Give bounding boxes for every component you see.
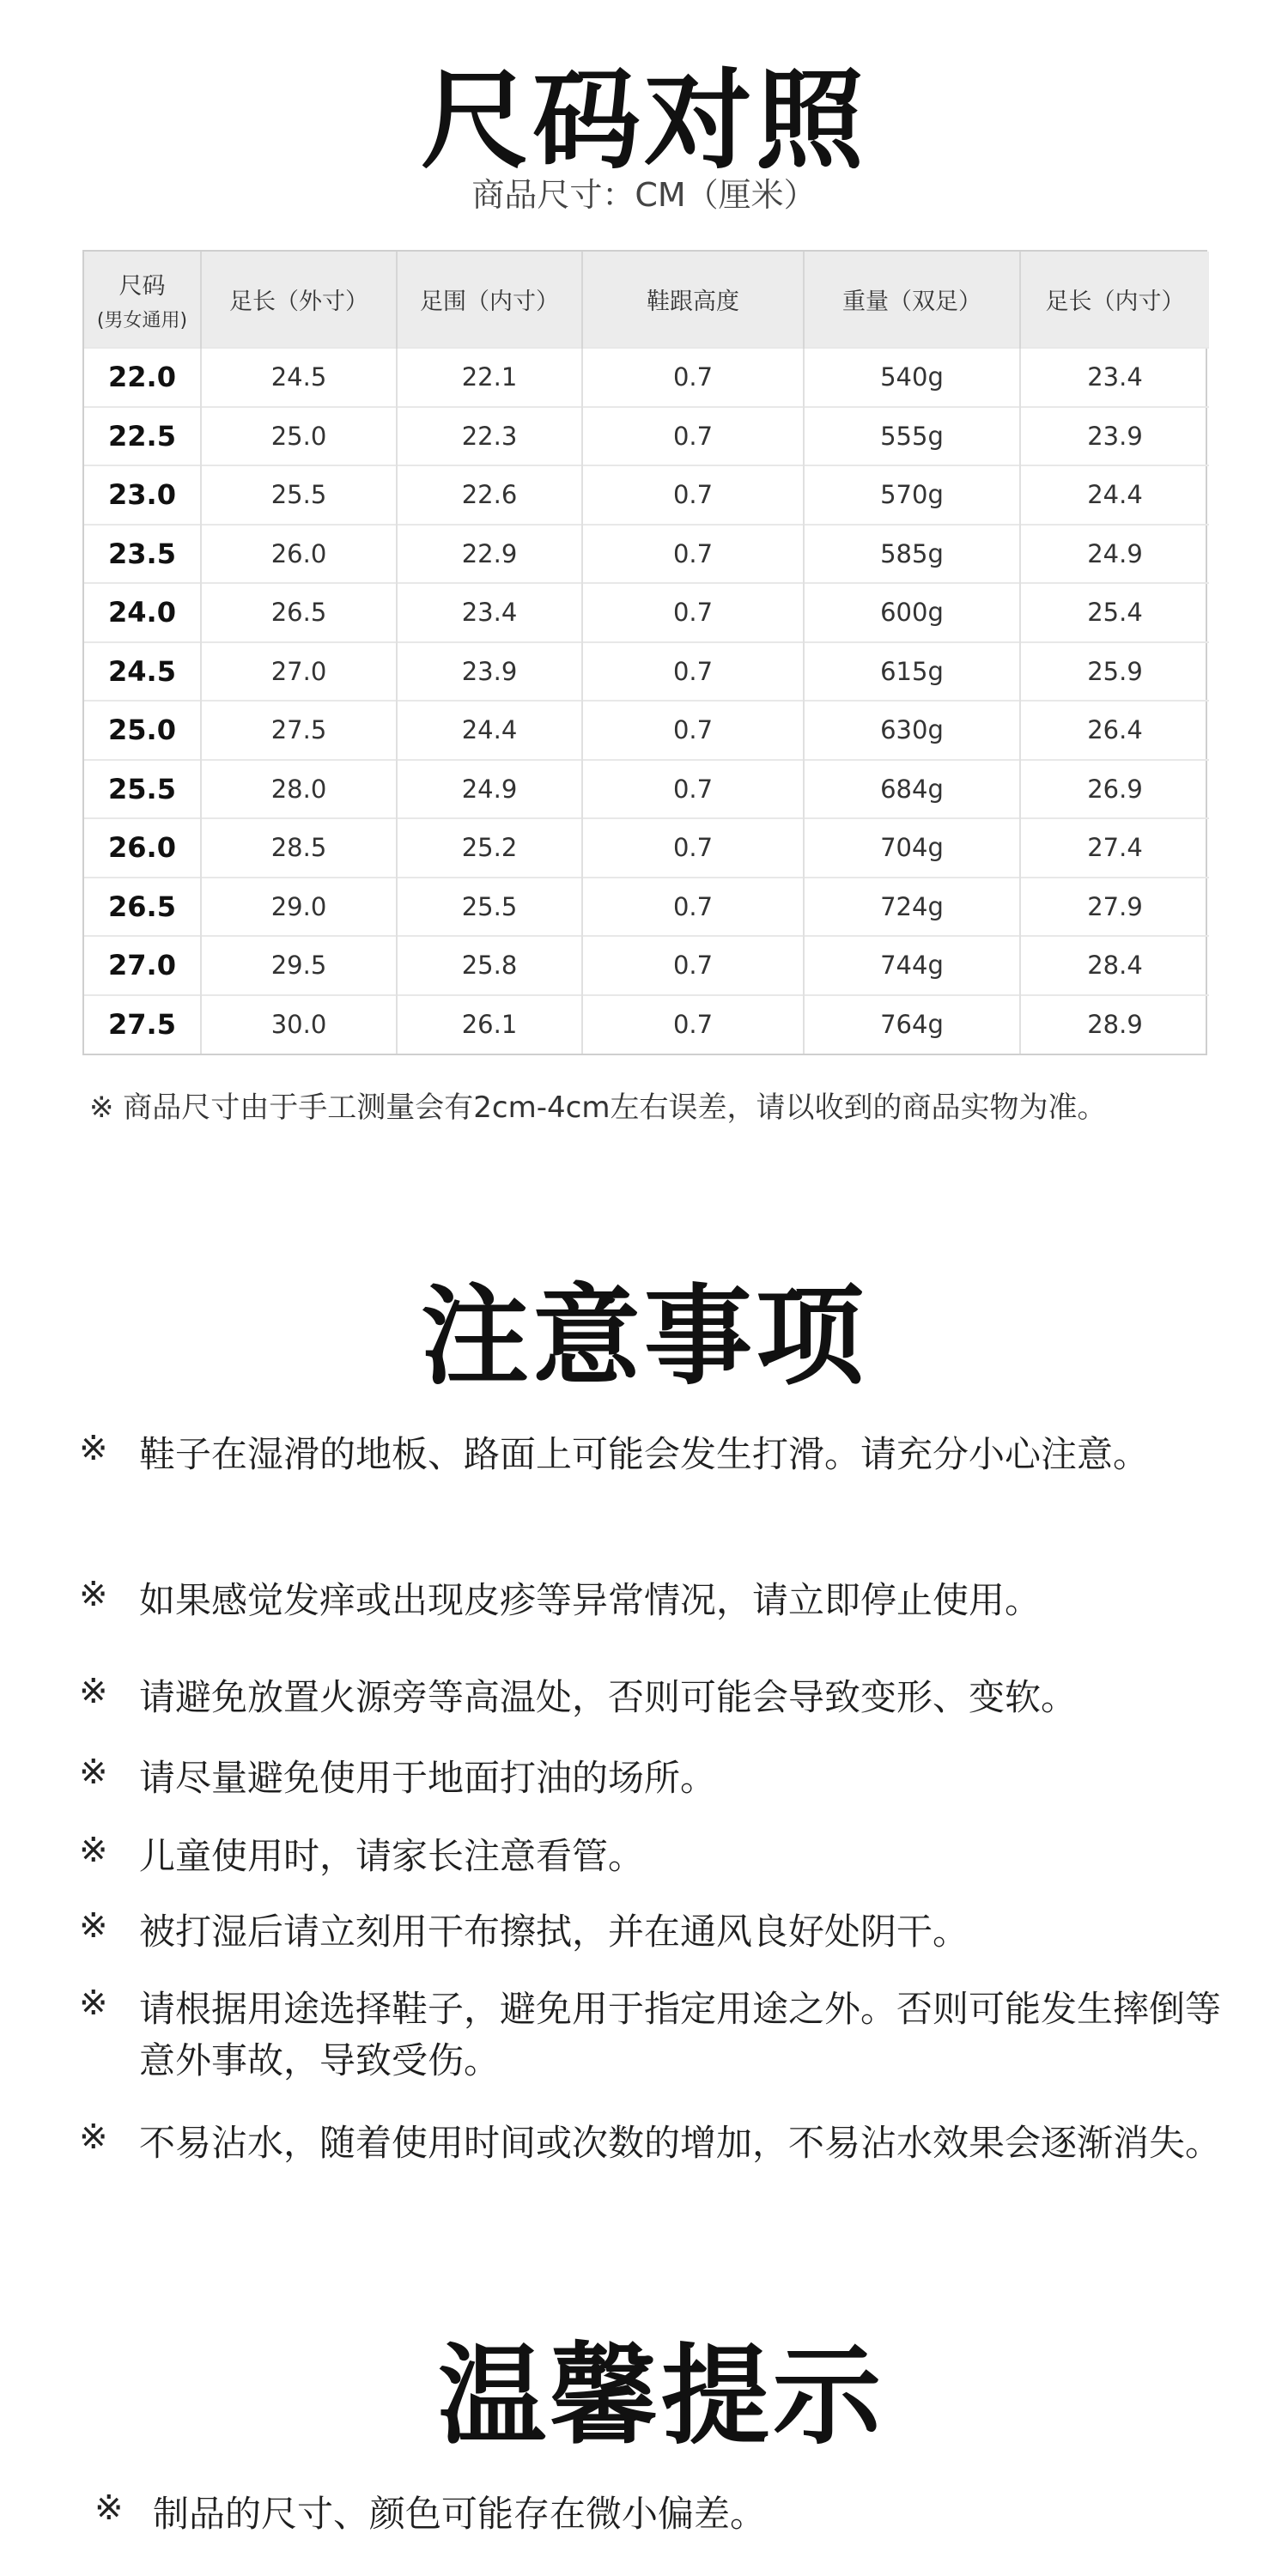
cell-size: 24.0	[84, 583, 201, 642]
cell-foot-length-inner: 23.4	[1020, 348, 1209, 407]
cell-foot-length-outer: 28.0	[201, 760, 397, 819]
cell-size: 25.0	[84, 701, 201, 760]
cell-foot-girth-inner: 25.2	[397, 818, 582, 878]
precaution-text: 请尽量避免使用于地面打油的场所。	[139, 1757, 717, 1799]
reference-mark: ※	[79, 1906, 108, 1946]
cell-size: 27.0	[84, 936, 201, 995]
header-size	[84, 252, 201, 348]
cell-foot-length-inner: 28.4	[1020, 936, 1209, 995]
table-row	[84, 348, 1209, 407]
cell-size: 22.5	[84, 407, 201, 466]
cell-heel-height: 0.7	[582, 465, 804, 525]
cell-foot-girth-inner: 24.4	[397, 701, 582, 760]
cell-foot-length-outer: 26.5	[201, 583, 397, 642]
cell-foot-girth-inner: 26.1	[397, 995, 582, 1054]
cell-foot-length-outer: 26.0	[201, 525, 397, 584]
cell-size: 26.0	[84, 818, 201, 878]
cell-weight: 764g	[804, 995, 1020, 1054]
table-row	[84, 525, 1209, 584]
cell-heel-height: 0.7	[582, 936, 804, 995]
cell-weight: 570g	[804, 465, 1020, 525]
measurement-note: ※ 商品尺寸由于手工测量会有2cm-4cm左右误差，请以收到的商品实物为准。	[89, 1091, 1107, 1125]
cell-size: 23.5	[84, 525, 201, 584]
header-foot-length-outer: 足长（外寸）	[201, 252, 397, 348]
cell-foot-girth-inner: 25.5	[397, 878, 582, 937]
header-weight: 重量（双足）	[804, 252, 1020, 348]
cell-weight: 600g	[804, 583, 1020, 642]
cell-weight: 684g	[804, 760, 1020, 819]
cell-foot-length-inner: 25.4	[1020, 583, 1209, 642]
reference-mark: ※	[79, 1672, 108, 1711]
precaution-text: 鞋子在湿滑的地板、路面上可能会发生打滑。请充分小心注意。	[139, 1433, 1150, 1475]
cell-heel-height: 0.7	[582, 701, 804, 760]
cell-size: 24.5	[84, 642, 201, 702]
reference-mark: ※	[79, 1575, 108, 1614]
table-row	[84, 878, 1209, 937]
tips-title: 温馨提示	[438, 2333, 884, 2459]
cell-weight: 704g	[804, 818, 1020, 878]
list-item	[79, 1575, 1221, 1626]
cell-heel-height: 0.7	[582, 525, 804, 584]
cell-foot-girth-inner: 22.1	[397, 348, 582, 407]
cell-size: 27.5	[84, 995, 201, 1054]
cell-weight: 555g	[804, 407, 1020, 466]
precautions-title: 注意事项	[421, 1273, 867, 1400]
cell-foot-girth-inner: 22.9	[397, 525, 582, 584]
cell-foot-length-inner: 26.4	[1020, 701, 1209, 760]
table-row	[84, 995, 1209, 1054]
list-item	[79, 1672, 1221, 1723]
precaution-text: 被打湿后请立刻用干布擦拭，并在通风良好处阴干。	[139, 1911, 969, 1953]
list-item	[79, 2117, 1221, 2169]
header-size-unisex: (男女通用)	[96, 309, 188, 331]
cell-size: 22.0	[84, 348, 201, 407]
cell-foot-length-inner: 23.9	[1020, 407, 1209, 466]
cell-weight: 724g	[804, 878, 1020, 937]
cell-size: 25.5	[84, 760, 201, 819]
cell-weight: 615g	[804, 642, 1020, 702]
table-row	[84, 465, 1209, 525]
size-unit-subtitle: 商品尺寸：CM（厘米）	[471, 176, 817, 214]
header-foot-length-inner: 足长（内寸）	[1020, 252, 1209, 348]
header-size-label: 尺码	[118, 272, 166, 300]
table-header-row	[84, 252, 1209, 348]
size-chart-title: 尺码对照	[421, 58, 867, 184]
cell-foot-length-outer: 25.5	[201, 465, 397, 525]
cell-heel-height: 0.7	[582, 878, 804, 937]
reference-mark: ※	[79, 1831, 108, 1870]
cell-foot-length-inner: 24.4	[1020, 465, 1209, 525]
list-item	[94, 2488, 1236, 2540]
cell-size: 26.5	[84, 878, 201, 937]
cell-weight: 585g	[804, 525, 1020, 584]
table-row	[84, 407, 1209, 466]
cell-heel-height: 0.7	[582, 760, 804, 819]
reference-mark: ※	[79, 1753, 108, 1792]
cell-foot-girth-inner: 22.3	[397, 407, 582, 466]
cell-foot-length-outer: 24.5	[201, 348, 397, 407]
cell-foot-girth-inner: 23.4	[397, 583, 582, 642]
cell-foot-girth-inner: 23.9	[397, 642, 582, 702]
cell-foot-length-inner: 25.9	[1020, 642, 1209, 702]
cell-foot-length-outer: 25.0	[201, 407, 397, 466]
cell-weight: 630g	[804, 701, 1020, 760]
cell-foot-length-inner: 27.9	[1020, 878, 1209, 937]
cell-foot-girth-inner: 22.6	[397, 465, 582, 525]
cell-foot-length-inner: 28.9	[1020, 995, 1209, 1054]
list-item	[79, 1429, 1221, 1480]
cell-heel-height: 0.7	[582, 348, 804, 407]
size-table	[82, 250, 1207, 1055]
cell-foot-length-outer: 29.0	[201, 878, 397, 937]
cell-heel-height: 0.7	[582, 583, 804, 642]
cell-foot-length-inner: 27.4	[1020, 818, 1209, 878]
precaution-text: 如果感觉发痒或出现皮疹等异常情况，请立即停止使用。	[139, 1579, 1042, 1621]
list-item	[79, 1831, 1221, 1882]
cell-heel-height: 0.7	[582, 818, 804, 878]
table-row	[84, 583, 1209, 642]
cell-foot-length-outer: 30.0	[201, 995, 397, 1054]
cell-size: 23.0	[84, 465, 201, 525]
cell-heel-height: 0.7	[582, 407, 804, 466]
cell-weight: 540g	[804, 348, 1020, 407]
table-row	[84, 760, 1209, 819]
reference-mark: ※	[94, 2488, 124, 2528]
table-row	[84, 818, 1209, 878]
precaution-text: 儿童使用时，请家长注意看管。	[139, 1835, 645, 1877]
header-foot-girth-inner: 足围（内寸）	[397, 252, 582, 348]
cell-foot-length-outer: 28.5	[201, 818, 397, 878]
reference-mark: ※	[79, 2117, 108, 2157]
tip-text: 制品的尺寸、颜色可能存在微小偏差。	[153, 2493, 767, 2535]
cell-heel-height: 0.7	[582, 995, 804, 1054]
table-row	[84, 642, 1209, 702]
header-heel-height: 鞋跟高度	[582, 252, 804, 348]
table-row	[84, 936, 1209, 995]
cell-foot-girth-inner: 24.9	[397, 760, 582, 819]
list-item	[79, 1906, 1221, 1958]
list-item	[79, 1753, 1221, 1804]
cell-foot-length-outer: 27.0	[201, 642, 397, 702]
cell-weight: 744g	[804, 936, 1020, 995]
reference-mark: ※	[79, 1984, 108, 2023]
precaution-text: 请避免放置火源旁等高温处，否则可能会导致变形、变软。	[139, 1676, 1078, 1718]
reference-mark: ※	[79, 1429, 108, 1468]
list-item	[79, 1984, 1221, 2087]
cell-foot-girth-inner: 25.8	[397, 936, 582, 995]
table-row	[84, 701, 1209, 760]
cell-foot-length-inner: 26.9	[1020, 760, 1209, 819]
precaution-text: 不易沾水，随着使用时间或次数的增加，不易沾水效果会逐渐消失。	[139, 2122, 1222, 2164]
cell-heel-height: 0.7	[582, 642, 804, 702]
cell-foot-length-outer: 27.5	[201, 701, 397, 760]
precaution-text: 请根据用途选择鞋子，避免用于指定用途之外。否则可能发生摔倒等意外事故，导致受伤。	[139, 1988, 1222, 2081]
cell-foot-length-outer: 29.5	[201, 936, 397, 995]
cell-foot-length-inner: 24.9	[1020, 525, 1209, 584]
